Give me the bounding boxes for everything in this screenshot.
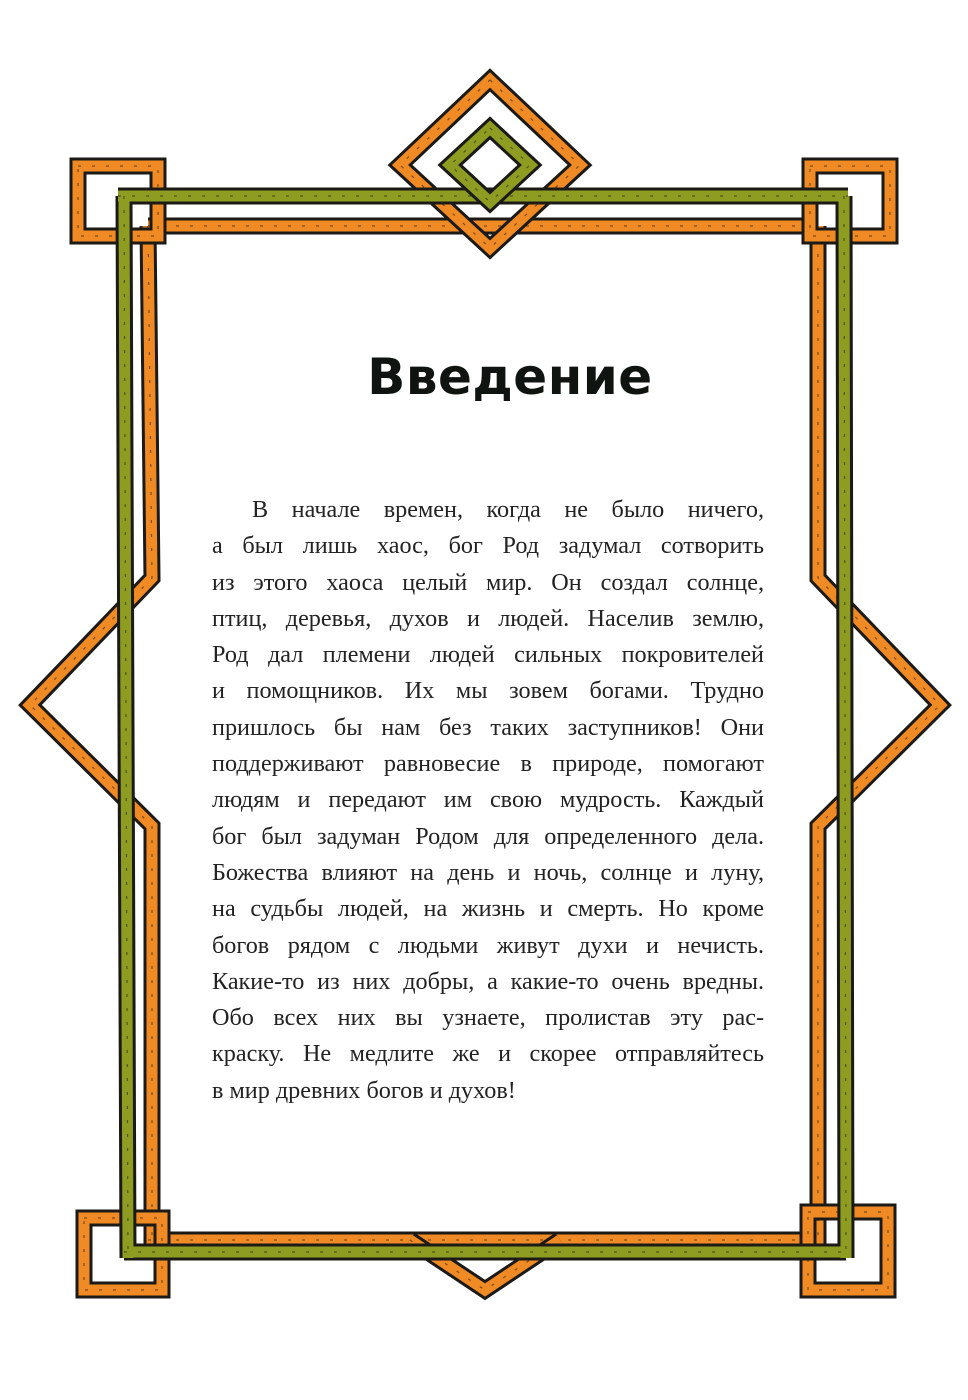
paragraph-line: Божества влияют на день и ночь, солнце и луну, (212, 858, 764, 886)
paragraph-line: людям и передают им свою мудрость. Каждый (212, 786, 764, 814)
paragraph-line: Обо всех них вы узнаете, пролистав эту рас- (212, 1004, 764, 1032)
paragraph-line: пришлось бы нам без таких заступников! Они (212, 713, 764, 741)
paragraph-line: а был лишь хаос, бог Род задумал сотворить (212, 532, 764, 560)
page-title: Введение (367, 348, 653, 406)
paragraph-line: Какие-то из них добры, а какие-то очень вредны. (212, 967, 764, 995)
paragraph-line: и помощников. Их мы зовем богами. Трудно (212, 677, 764, 705)
paragraph-line: поддерживают равновесие в природе, помогают (212, 750, 764, 778)
paragraph-line: на судьбы людей, на жизнь и смерть. Но кроме (212, 895, 764, 923)
paragraph-line: В начале времен, когда не было ничего, (252, 496, 764, 523)
paragraph-line: бог был задуман Родом для определенного дела. (212, 822, 764, 850)
paragraph-line: Род дал племени людей сильных покровителей (212, 641, 764, 669)
paragraph-line: краску. Не медлите же и скорее отправляйтесь (212, 1040, 764, 1068)
paragraph-line: в мир древних богов и духов! (212, 1076, 516, 1104)
paragraph-line: богов рядом с людьми живут духи и нечисть. (212, 931, 764, 959)
paragraph-line: из этого хаоса целый мир. Он создал солнце, (212, 568, 764, 596)
paragraph-line: птиц, деревья, духов и людей. Населив землю, (212, 604, 764, 632)
intro-paragraph (212, 492, 764, 1109)
